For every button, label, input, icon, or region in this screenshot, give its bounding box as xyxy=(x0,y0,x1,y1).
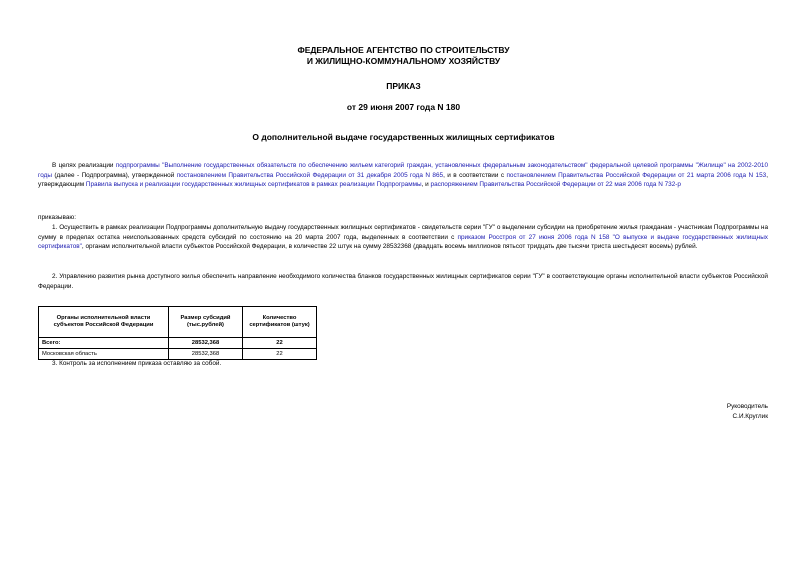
column-header-authorities: Органы исполнительной власти субъектов Российской Федерации xyxy=(39,307,169,338)
table-row-total xyxy=(39,338,317,349)
subsidy-table xyxy=(38,306,317,360)
signatory-title: Руководитель xyxy=(726,403,768,410)
column-header-subsidy-amount: Размер субсидий (тыс.рублей) xyxy=(169,307,243,338)
preamble-text: , и в соответствии с xyxy=(443,171,507,179)
table-cell: 28532,368 xyxy=(169,338,243,349)
column-header-certificate-count: Количество сертификатов (штук) xyxy=(243,307,317,338)
item-1-paragraph xyxy=(38,223,768,252)
preamble-text: , утверждающим xyxy=(38,171,768,189)
signature-block xyxy=(727,402,768,422)
item-1-text: 1. Осуществить в рамках реализации Подпрограммы дополнительную выдачу государственных жилищных сертификатов - свидетельств серии "ГУ" о выделении субсидии на приобретение жилья гражданам - участникам Подпрограммы на сумму в пределах остатка неиспользованных средств субсидий по состоянию на 20 марта 2007 года, выделенных в соответствии с xyxy=(38,224,768,241)
link-issuance-rules[interactable]: Правила выпуска и реализации государственных жилищных сертификатов в рамках реализации Подпрограммы xyxy=(85,181,422,189)
item-1-text: , органам исполнительной власти субъектов Российской Федерации, в количестве 22 штук на сумму 28532368 (двадцать восемь миллионов пятьсот тридцать две тысячи триста шестьдесят восемь) рублей. xyxy=(81,243,698,251)
preamble-text: В целях реализации xyxy=(52,162,116,169)
preamble-paragraph xyxy=(38,161,768,190)
agency-name-line2: И ЖИЛИЩНО-КОММУНАЛЬНОМУ ХОЗЯЙСТВУ xyxy=(306,56,501,66)
table-header-row xyxy=(39,307,317,338)
document-subject: О дополнительной выдаче государственных жилищных сертификатов xyxy=(252,132,555,142)
decree-word: приказываю: xyxy=(38,214,76,221)
item-3-paragraph: 3. Контроль за исполнением приказа оставляю за собой. xyxy=(52,360,222,367)
preamble-text: , и xyxy=(421,181,431,189)
signatory-name: С.И.Круглик xyxy=(732,413,768,420)
item-2-paragraph: 2. Управлению развития рынка доступного жилья обеспечить направление необходимого количества бланков государственных жилищных сертификатов серии "ГУ" в соответствующие органы исполнительной власти субъектов Российской Федерации. xyxy=(38,273,768,290)
link-rosstroy-order-158[interactable]: приказом Росстроя от 27 июня 2006 года N 158 "О выпуске и выдаче государственных жилищных сертификатов" xyxy=(38,233,768,251)
document-date-number: от 29 июня 2007 года N 180 xyxy=(346,102,461,112)
table-cell: Всего: xyxy=(39,338,169,349)
table-row xyxy=(39,349,317,360)
link-resolution-153[interactable]: постановлением Правительства Российской Федерации от 21 марта 2006 года N 153 xyxy=(506,171,767,179)
link-subprogram[interactable]: подпрограммы "Выполнение государственных обязательств по обеспечению жильем категорий граждан, установленных федеральным законодательством" федеральной целевой программы "Жилище" на 2002-2010 годы xyxy=(38,162,768,179)
preamble-text: (далее - Подпрограмма), утвержденной xyxy=(51,171,177,179)
table-cell: 28532,368 xyxy=(169,349,243,360)
table-cell: 22 xyxy=(243,338,317,349)
link-resolution-865[interactable]: постановлением Правительства Российской Федерации от 31 декабря 2005 года N 865 xyxy=(176,171,444,179)
agency-name-line1: ФЕДЕРАЛЬНОЕ АГЕНТСТВО ПО СТРОИТЕЛЬСТВУ xyxy=(297,45,510,55)
table-cell: 22 xyxy=(243,349,317,360)
link-order-732[interactable]: распоряжением Правительства Российской Федерации от 22 мая 2006 года N 732-р xyxy=(430,181,681,189)
document-type: ПРИКАЗ xyxy=(386,81,421,91)
table-cell: Московская область xyxy=(39,349,169,360)
